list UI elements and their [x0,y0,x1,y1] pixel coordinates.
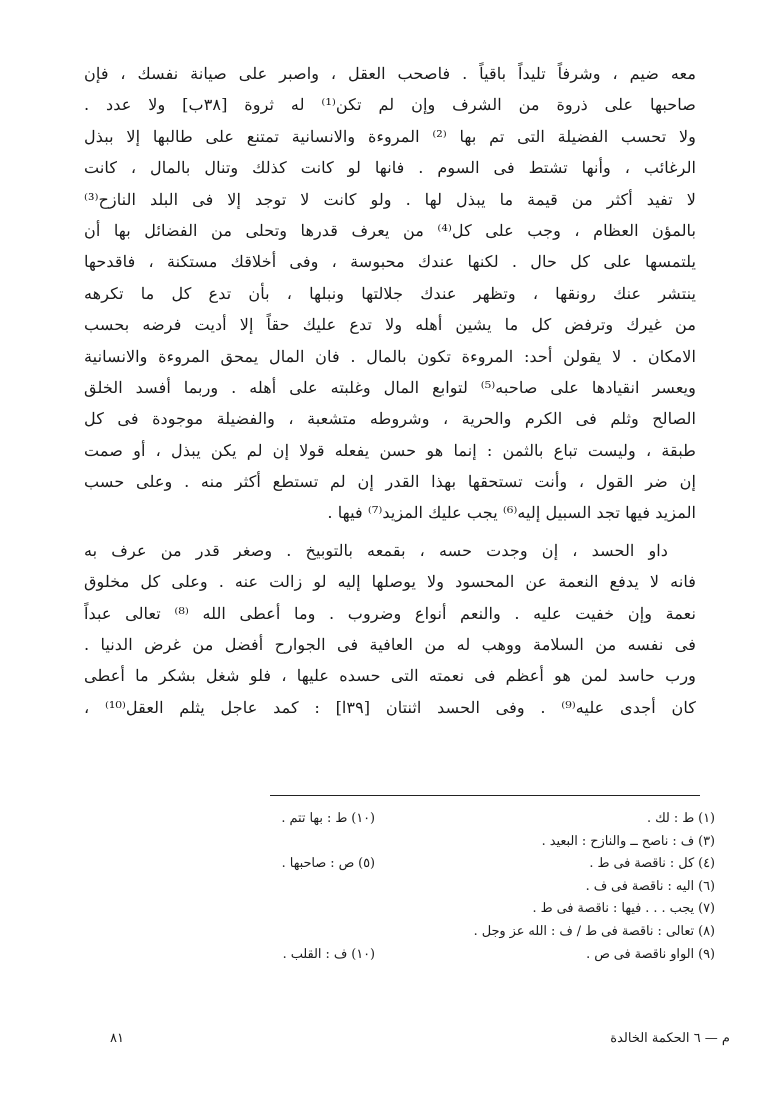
footnote: (٦) اليه : ناقصة فى ف . [585,878,715,894]
text-line: بالمؤن العظام ، وجب على كل⁽⁴⁾ من يعرف قدرها وتحلى من الفضائل بها أن [84,220,696,240]
paragraph-first-line: داو الحسد ، إن وجدت حسه ، بقمعه بالتوبيخ . وصغر قدر من عرف به [84,540,668,560]
footnote: (٤) كل : ناقصة فى ط . [589,856,715,872]
text-line: يلتمسها على كل حال . لكنها عندك محبوسة ، وفى أخلاقك مستكنة ، فاقدحها [84,252,696,272]
page-number: ٨١ [110,1031,124,1046]
footnote [130,831,375,854]
text-line: الرغائب ، وأنها تشتط فى السوم . فانها لو كانت كذلك وتنال بالمال ، كانت [84,158,696,178]
footnote-row [130,831,715,854]
text-line: فانه لا يدفع النعمة عن المحسود ولا يوصلها إليه لو زالت عنه . وعلى كل مخلوق [84,572,696,592]
footnote-row [130,853,715,876]
text-line: نعمة وإن خفيت عليه . والنعم أنواع وضروب . وما أعطى الله ⁽⁸⁾ تعالى عبداً [84,603,696,623]
text-line: ينتشر عنك رونقها ، وتظهر عندك جلالتها ونبلها ، بأن تدع كل ما تكرهه [84,283,696,303]
text-line: ويعسر انقيادها على صاحبه⁽⁵⁾ لتوابع المال وغلبته على أهله . وربما أفسد الخلق [84,377,696,397]
text-line: ورب حاسد لمن هو أعظم فى نعمته التى حسده عليها ، فلو شغل بشكر ما أعطى [84,666,696,686]
footnote-row [130,876,715,899]
text-line: ولا تحسب الفضيلة التى تم بها ⁽²⁾ المروءة والانسانية تمتنع على طالبها إلا ببذل [84,126,696,146]
footnote [130,921,375,944]
text-line: إن ضر القول ، وأنت تستحقها بهذا القدر إن لم تستطع أكثر منه . وعلى حسب [84,472,696,492]
footnote: (١٠) ف : القلب . [282,946,375,962]
footnote-row [130,944,715,967]
footnote: (٩) الواو ناقصة فى ص . [586,946,715,962]
signature-mark: م — ٦ الحكمة الخالدة [610,1031,730,1046]
footnote-row [130,921,715,944]
footnote [130,876,375,899]
footnote-divider [270,795,700,796]
footnote: (٥) ص : صاحبها . [281,856,375,872]
text-line: لا تفيد أكثر من قيمة ما يبذل لها . ولو كانت لا توجد إلا فى البلد النازح⁽³⁾ [84,189,696,209]
text-line: الامكان . لا يقولن أحد: المروءة تكون بالمال . فان المال يمحق المروءة والانسانية [84,346,696,366]
page-footer [110,1027,730,1051]
footnote: (١) ط : لك . [646,811,715,826]
text-line: صاحبها على ذروة من الشرف وإن لم تكن⁽¹⁾ له ثروة [٣٨ب] ولا عدد . [84,95,696,115]
footnotes [130,808,715,966]
text-line: كان أجدى عليه⁽⁹⁾ . وفى الحسد اثنتان [٣٩ا] : كمد عاجل يثلم العقل⁽¹⁰⁾ ، [84,697,696,717]
footnote-row [130,898,715,921]
footnote [130,898,375,921]
text-line: المزيد فيها تجد السبيل إليه⁽⁶⁾ يجب عليك المزيد⁽⁷⁾ فيها . [327,503,696,523]
text-line: معه ضيم ، وشرفاً تليداً باقياً . فاصحب العقل ، واصبر على صيانة نفسك ، فإن [84,64,696,83]
main-text [84,58,696,723]
footnote: (٧) يجب . . . فيها : ناقصة فى ط . [532,901,715,917]
text-line: الصالح وثلم فى الكرم والحرية ، وشروطه متشعبة ، والفضيلة موجودة فى كل [84,409,696,429]
text-line: فى نفسه من السلامة ووهب له من العافية فى الجوارح أفضل من غرض الدنيا . [84,635,696,655]
footnote: (٨) تعالى : ناقصة فى ط / ف : الله عز وجل . [473,923,715,939]
footnote: (١٠) ط : بها تتم . [281,811,375,826]
footnote-row [130,808,715,831]
text-line: طبقة ، وليست تباع بالثمن : إنما هو حسن يفعله قولا إن لم يكن يبذل ، أو صمت [84,440,696,460]
text-line: من غيرك وترفض كل ما يشين أهله ولا تدع عليك حقاً إلا أديت فرضه بحسب [84,315,696,335]
footnote: (٣) ف : ناصح ــ والنازح : البعيد . [541,833,715,849]
